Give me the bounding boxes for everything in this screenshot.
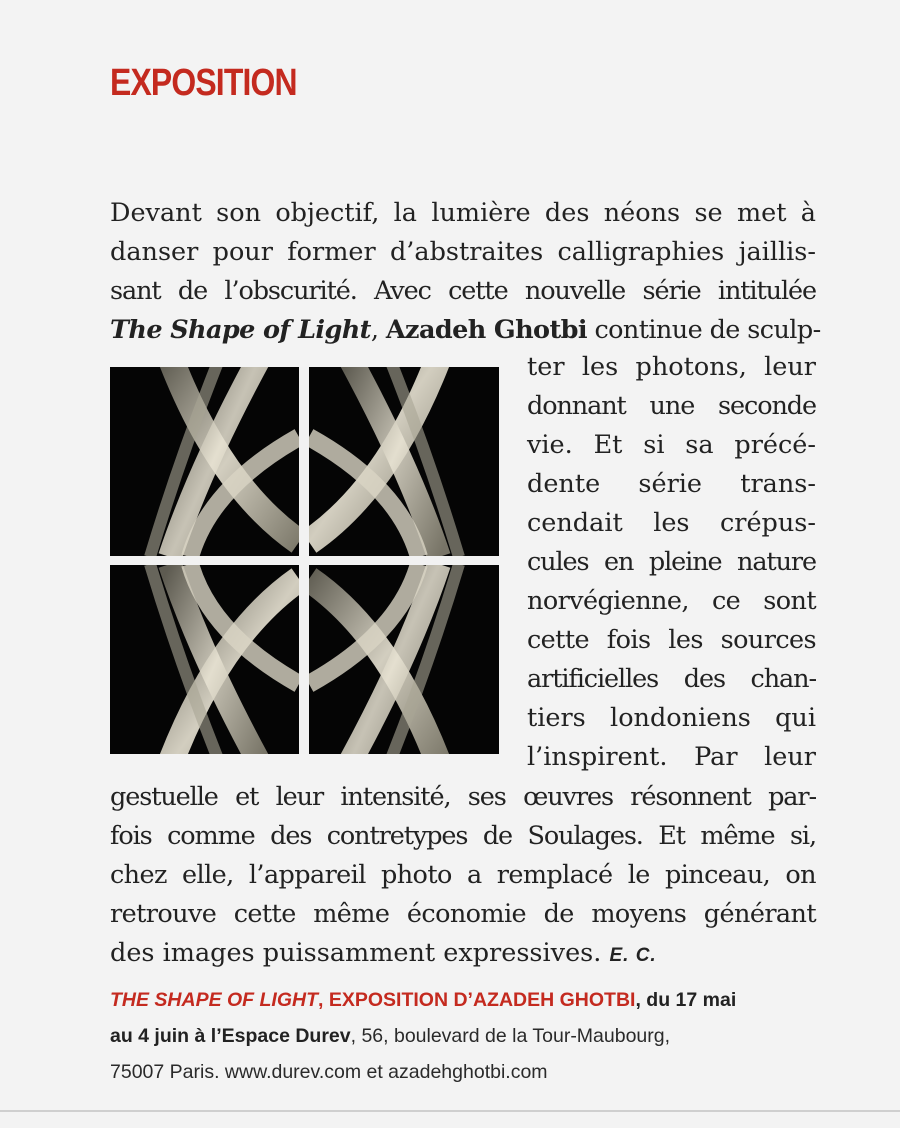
info-event: , EXPOSITION D’AZADEH GHOTBI — [318, 989, 636, 1011]
info-city-links: 75007 Paris. www.durev.com et azadehghotbi.com — [110, 1061, 548, 1083]
info-line — [110, 982, 830, 1018]
article-line-rest: continue de sculp- — [586, 315, 821, 345]
article-line: fois comme des contretypes de Soulages. Et même si, — [110, 821, 816, 851]
article-wrap-column — [527, 348, 816, 777]
article-line: retrouve cette même économie de moyens générant — [110, 899, 816, 929]
article-line: cules en pleine nature — [527, 547, 816, 577]
article-line: donnant une seconde — [527, 391, 816, 421]
comma: , — [370, 315, 386, 345]
article-line: chez elle, l’appareil photo a remplacé le pinceau, on — [110, 860, 816, 890]
article-line: cette fois les sources — [527, 625, 816, 655]
article-line: l’inspirent. Par leur — [527, 742, 816, 772]
bottom-divider — [0, 1110, 900, 1112]
article-intro — [110, 194, 821, 350]
article-line: sant de l’obscurité. Avec cette nouvelle série intitulée — [110, 276, 816, 306]
article-line: tiers londoniens qui — [527, 703, 816, 733]
exhibition-info — [110, 982, 830, 1090]
article-line: dente série trans- — [527, 469, 816, 499]
article-line-text: des images puissamment expressives. — [110, 938, 602, 968]
article-line: cendait les crépus- — [527, 508, 816, 538]
article-line: ter les photons, leur — [527, 352, 816, 382]
article-line: Devant son objectif, la lumière des néons se met à — [110, 198, 816, 228]
article-last-line — [110, 934, 816, 973]
neon-light-artwork-icon — [110, 367, 499, 754]
article-line: artificielles des chan- — [527, 664, 816, 694]
article-line: vie. Et si sa précé- — [527, 430, 816, 460]
article-outro — [110, 778, 816, 973]
article-line: gestuelle et leur intensité, ses œuvres résonnent par- — [110, 782, 816, 812]
work-title: The Shape of Light — [110, 315, 371, 345]
article-title-line — [110, 311, 821, 350]
section-kicker: EXPOSITION — [110, 62, 297, 104]
article-line: danser pour former d’abstraites calligraphies jaillis- — [110, 237, 816, 267]
article-line: norvégienne, ce sont — [527, 586, 816, 616]
info-dates: , du 17 mai — [635, 989, 737, 1011]
info-title: THE SHAPE OF LIGHT — [110, 989, 319, 1011]
author-signature: E. C. — [609, 945, 657, 966]
info-dates-venue: au 4 juin à l’Espace Durev — [110, 1025, 351, 1047]
artwork-photo — [110, 367, 499, 754]
info-line — [110, 1018, 830, 1054]
info-address: , 56, boulevard de la Tour-Maubourg, — [350, 1025, 671, 1047]
artist-name: Azadeh Ghotbi — [385, 315, 587, 345]
